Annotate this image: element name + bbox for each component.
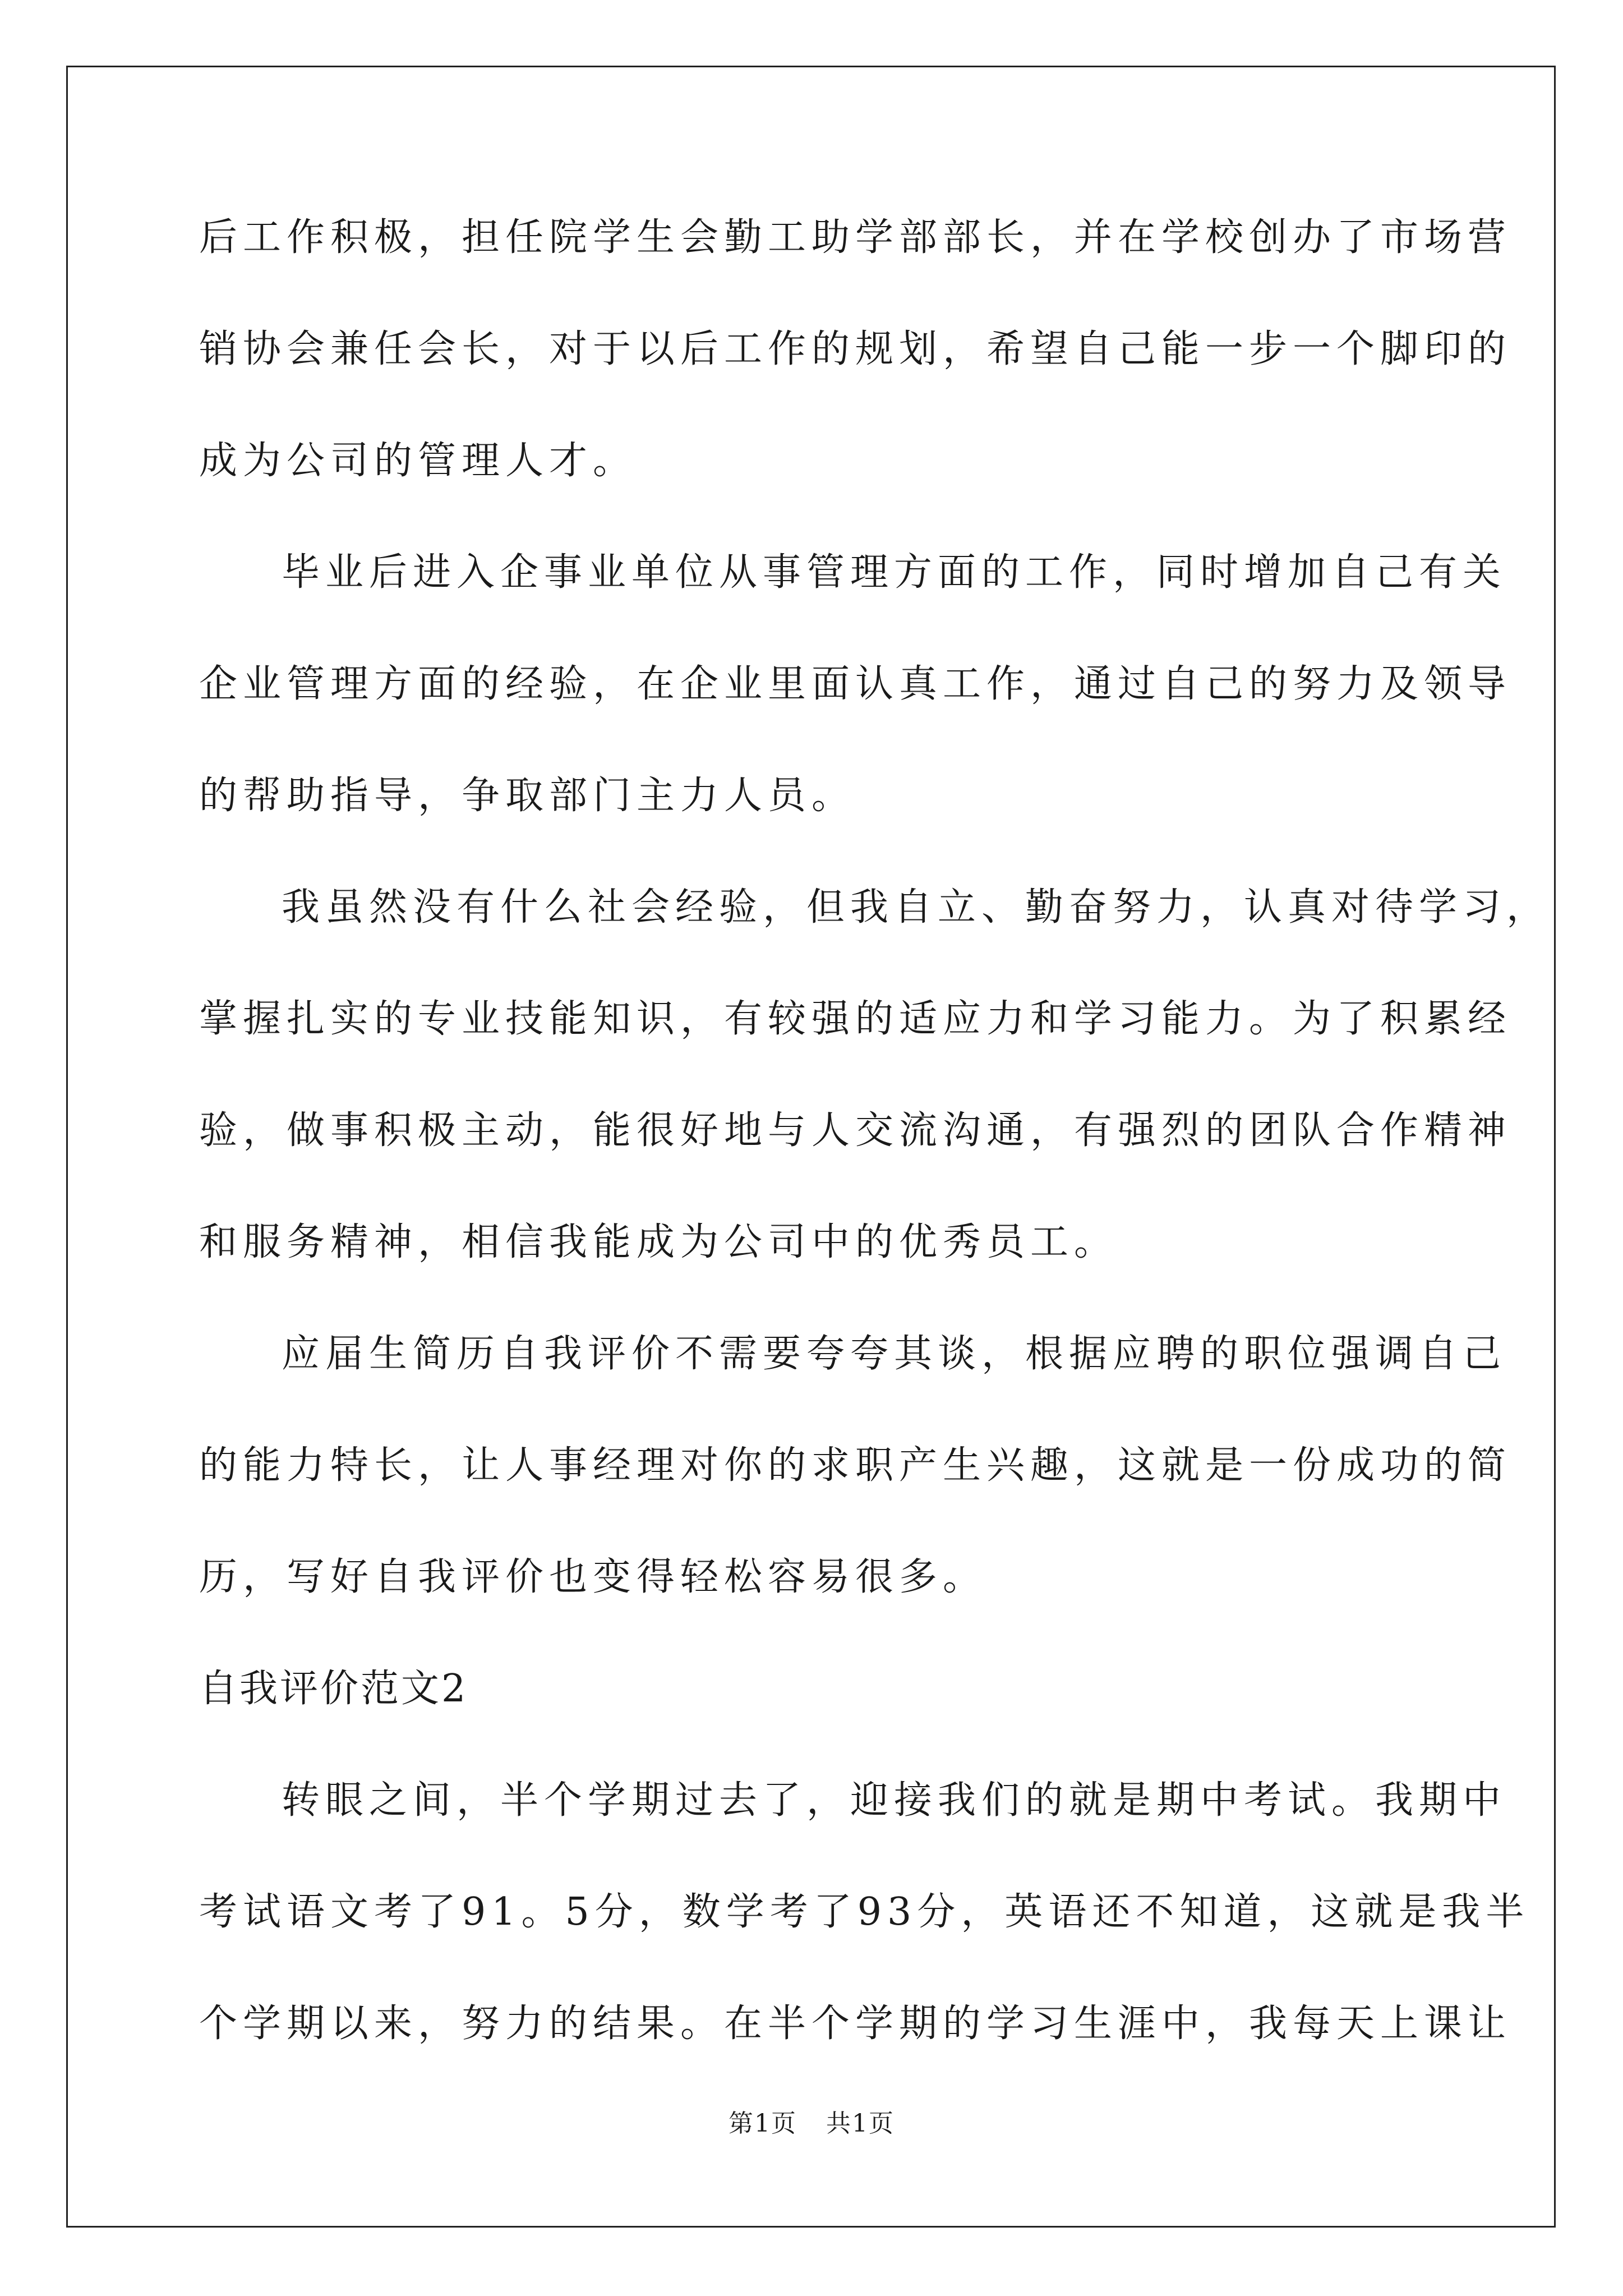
text-line: 掌握扎实的专业技能知识，有较强的适应力和学习能力。为了积累经 [199,997,1512,1041]
text-line: 销协会兼任会长，对于以后工作的规划，希望自己能一步一个脚印的 [199,327,1512,371]
text-line: 考试语文考了91。5分，数学考了93分，英语还不知道，这就是我半 [199,1890,1530,1934]
page-footer [0,2107,1623,2141]
text-line: 的帮助指导，争取部门主力人员。 [199,774,856,818]
paragraph-start: 应届生简历自我评价不需要夸夸其谈，根据应聘的职位强调自己 [282,1332,1507,1376]
text-line: 个学期以来，努力的结果。在半个学期的学习生涯中，我每天上课让 [199,2001,1512,2046]
paragraph-start: 我虽然没有什么社会经验，但我自立、勤奋努力，认真对待学习， [282,885,1551,930]
page-total: 共1页 [826,2109,895,2138]
text-line: 和服务精神，相信我能成为公司中的优秀员工。 [199,1220,1118,1264]
text-line: 成为公司的管理人才。 [199,439,637,483]
text-line: 企业管理方面的经验，在企业里面认真工作，通过自己的努力及领导 [199,662,1512,706]
section-heading: 自我评价范文2 [199,1667,468,1711]
paragraph-start: 转眼之间，半个学期过去了，迎接我们的就是期中考试。我期中 [282,1778,1507,1823]
text-line: 历，写好自我评价也变得轻松容易很多。 [199,1555,987,1599]
text-line: 验，做事积极主动，能很好地与人交流沟通，有强烈的团队合作精神 [199,1108,1512,1153]
text-line: 后工作积极，担任院学生会勤工助学部部长，并在学校创办了市场营 [199,215,1512,260]
paragraph-start: 毕业后进入企事业单位从事管理方面的工作，同时增加自己有关 [282,550,1507,595]
text-line: 的能力特长，让人事经理对你的求职产生兴趣，这就是一份成功的简 [199,1443,1512,1488]
page-number: 第1页 [728,2109,797,2138]
